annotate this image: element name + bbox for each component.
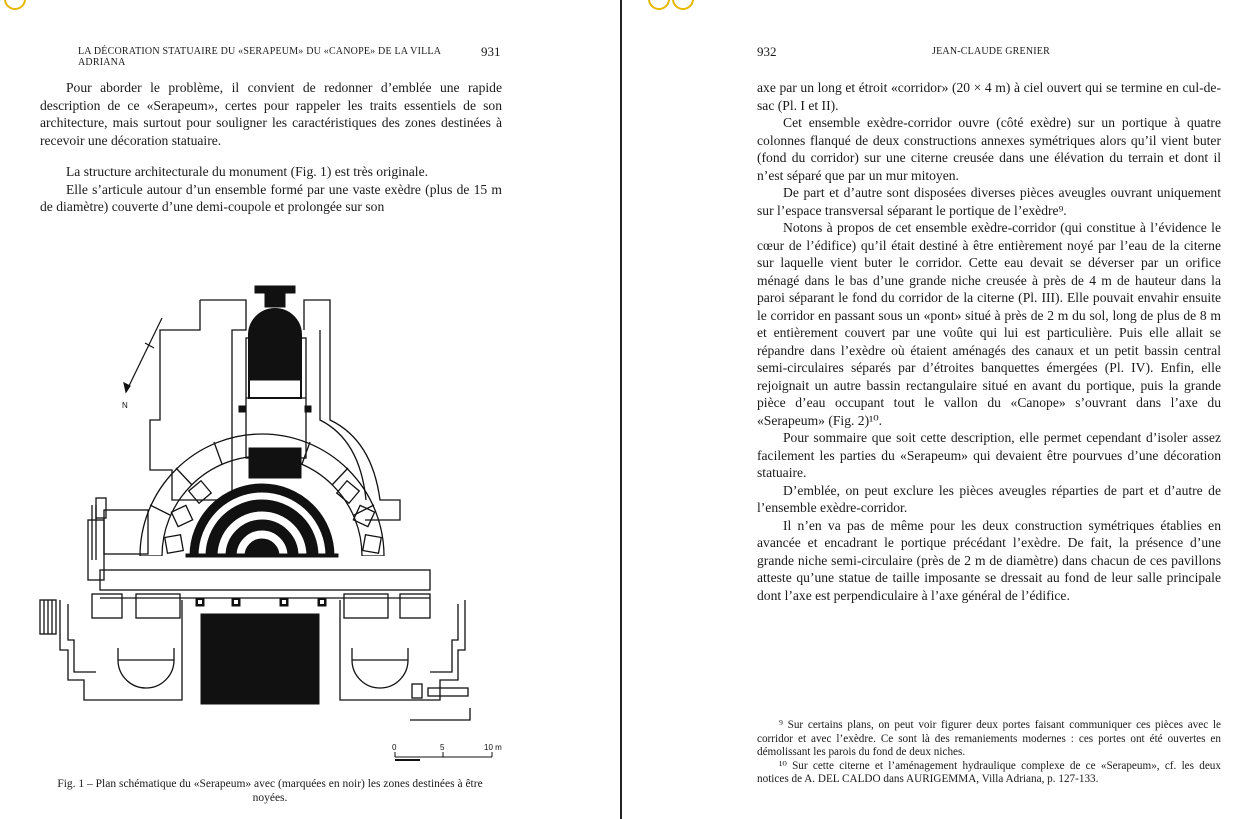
page-number-left: 931 <box>481 44 501 59</box>
paragraph: Il n’en va pas de même pour les deux construction symétriques établies en avancée et encadrant le portique précédant l’exèdre. De fait, la présence d’une grande niche semi-circulaire (près de 2 m de diamètre) dans chacun de ces pavillons atteste qu’une statue de taille imposante se dressait au fond de leur salle principale dont l’axe est perpendiculaire à l’axe général de l’édifice. <box>757 517 1221 603</box>
annotation-circle-icon <box>672 0 694 10</box>
right-body-text <box>757 79 1221 604</box>
left-page <box>0 0 620 819</box>
scale-label: 10 m <box>484 743 502 752</box>
page-number-right: 932 <box>757 44 777 59</box>
scale-label: 5 <box>440 743 445 752</box>
paragraph: Cet ensemble exèdre-corridor ouvre (côté exèdre) sur un portique à quatre colonnes flanqué de deux constructions annexes symétriques alors qu’il vient buter (fond du corridor) sur une citerne creusée dans une élévation du terrain et dont il n’est séparé que par un mur mitoyen. <box>757 115 1221 183</box>
plan-wall <box>150 300 246 500</box>
paragraph: Pour sommaire que soit cette description, elle permet cependant d’isoler assez facilement les parties du «Serapeum» qui devaient être pourvues d’une décoration statuaire. <box>757 430 1221 480</box>
figure-caption: Fig. 1 – Plan schématique du «Serapeum» avec (marquées en noir) les zones destinées à être noyées. <box>57 778 483 804</box>
north-arrow-icon <box>124 318 162 392</box>
scale-bar <box>395 752 492 760</box>
annotation-circle-icon <box>648 0 670 10</box>
floor-plan-figure <box>0 0 620 819</box>
paragraph: Pour aborder le problème, il convient de redonner d’emblée une rapide description de ce «Serapeum», certes pour rappeler les traits essentiels de son architecture, mais surtout pour souligner les caractéristiques des zones destinées à recevoir une décoration statuaire. <box>40 80 502 148</box>
paragraph: Notons à propos de cet ensemble exèdre-corridor (qui constitue à l’évidence le cœur de l’édifice) qu’il était destiné à être entièrement noyé par l’eau de la citerne sur laquelle vient buter le corridor. Cette eau devait se déverser par un orifice ménagé dans le bas d’une grande niche creusée à près de 4 m de hauteur dans la paroi séparant le fond du corridor de la citerne (Pl. III). Elle pouvait envahir ensuite le corridor en passant sous un «pont» situé à près de 2 m du sol, long de plus de 8 m et entièrement couvert par une voûte qui lui est particulière. Puis elle allait se répandre dans l’exèdre où étaient aménagés des canaux et un petit bassin central semi-circulaires séparés par d’étroites banquettes émergées (Pl. IV). Enfin, elle rejoignait un autre bassin rectangulaire situé en avant du portique, puis la grande pièce d’eau occupant tout le vallon du «Canope» s’ouvrant dans l’axe du «Serapeum» (Fig. 2)¹⁰. <box>757 220 1221 428</box>
footnote: ⁹ Sur certains plans, on peut voir figurer deux portes faisant communiquer ces pièces avec le corridor et avec l’exèdre. Ce sont là des remaniements modernes : ces portes ont été ouvertes en démolissant les parois du fond de deux niches. <box>757 719 1221 758</box>
paragraph: De part et d’autre sont disposées diverses pièces aveugles ouvrant uniquement sur l’espace transversal séparant le portique de l’exèdre⁹. <box>757 185 1221 218</box>
plan-wall <box>304 300 400 520</box>
running-head-left: LA DÉCORATION STATUAIRE DU «SERAPEUM» DU «CANOPE» DE LA VILLA ADRIANA <box>78 46 441 68</box>
right-page <box>626 0 1254 819</box>
running-head-right: JEAN-CLAUDE GRENIER <box>932 46 1050 57</box>
paragraph: La structure architecturale du monument (Fig. 1) est très originale. <box>66 164 428 179</box>
footnote: ¹⁰ Sur cette citerne et l’aménagement hydraulique complexe de ce «Serapeum», cf. les deux notices de A. DEL CALDO dans AURIGEMMA, Villa Adriana, p. 127-133. <box>757 759 1221 785</box>
paragraph: Elle s’articule autour d’un ensemble formé par une vaste exèdre (plus de 15 m de diamètre) couverte d’une demi-coupole et prolongée sur son <box>40 181 502 214</box>
paragraph: D’emblée, on peut exclure les pièces aveugles réparties de part et d’autre de l’ensemble exèdre-corridor. <box>757 482 1221 515</box>
footnotes <box>757 719 1221 787</box>
north-label: N <box>122 401 128 410</box>
scale-label: 0 <box>392 743 397 752</box>
paragraph: axe par un long et étroit «corridor» (20 × 4 m) à ciel ouvert qui se termine en cul-de-sac (Pl. I et II). <box>757 80 1221 113</box>
plan-wall <box>320 330 366 500</box>
page-divider <box>620 0 622 819</box>
